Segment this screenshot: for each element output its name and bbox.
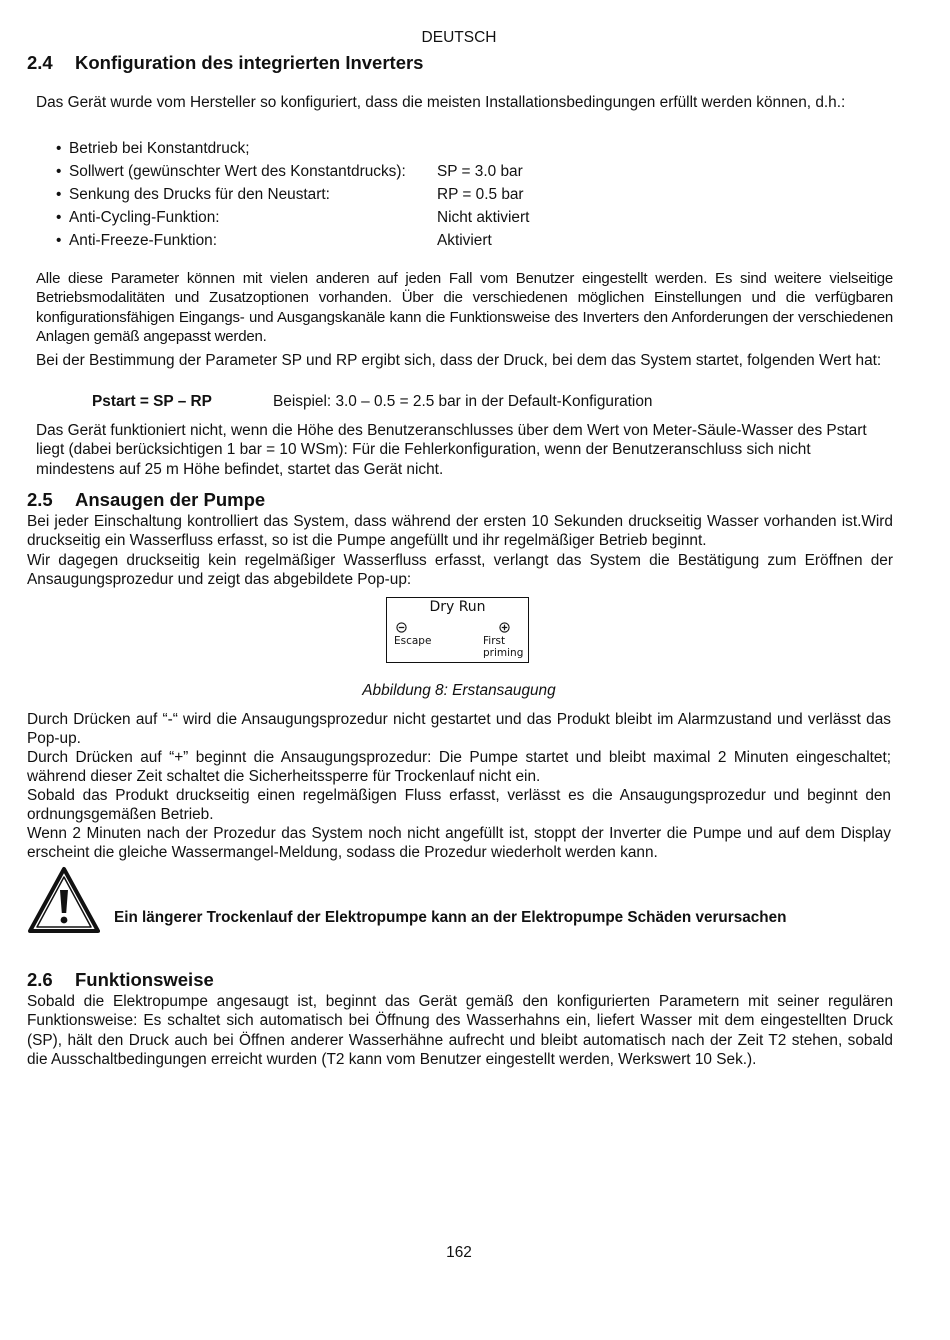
bullet-icon: •: [56, 163, 62, 180]
intro-paragraph: Das Gerät wurde vom Hersteller so konfiguriert, dass die meisten Installationsbedingungen erfüllt werden können, d.h.:: [36, 94, 846, 111]
plus-circle-icon: [499, 622, 510, 633]
default-settings-list: [56, 137, 656, 252]
priming-paragraph-4: Durch Drücken auf “+” beginnt die Ansaugungsprozedur: Die Pumpe startet und bleibt maximal 2 Minuten eingeschaltet; während dieser Zeit schaltet die Sicherheitssperre für Trockenlauf nicht ein.: [27, 749, 891, 786]
bullet-icon: •: [56, 209, 62, 226]
priming-paragraph-1: Bei jeder Einschaltung kontrolliert das System, dass während der ersten 10 Sekunden druckseitig Wasser vorhanden ist.Wird druckseitig ein Wasserfluss erfasst, so ist die Pumpe angefüllt und ihr regelmäßiger Betrieb beginnt.: [27, 513, 893, 550]
formula-label: Pstart = SP – RP: [92, 393, 212, 410]
section-number: 2.4: [27, 52, 53, 73]
section-title: Funktionsweise: [75, 969, 214, 990]
page-number: 162: [446, 1244, 472, 1261]
first-priming-label: First priming: [483, 635, 524, 659]
height-paragraph: Das Gerät funktioniert nicht, wenn die Höhe des Benutzeranschlusses über dem Wert von Meter-Säule-Wasser des Pstart liegt (dabei berücksichtigen 1 bar = 10 WSm): Für die Fehlerkonfiguration, wenn der Benutzeranschluss sich nicht mindestens auf 25 m Höhe befindet, startet das Gerät nicht.: [36, 422, 867, 478]
list-item: • Sollwert (gewünschter Wert des Konstantdrucks): SP = 3.0 bar: [56, 160, 656, 183]
section-number: 2.5: [27, 489, 53, 510]
priming-paragraph-2: Wir dagegen druckseitig kein regelmäßiger Wasserfluss erfasst, verlangt das System die Bestätigung zum Eröffnen der Ansaugungsprozedur und zeigt das abgebildete Pop-up:: [27, 552, 893, 589]
pstart-paragraph: Bei der Bestimmung der Parameter SP und RP ergibt sich, dass der Druck, bei dem das System startet, folgenden Wert hat:: [36, 352, 882, 369]
warning-icon: [28, 866, 100, 934]
list-item: • Anti-Cycling-Funktion: Nicht aktiviert: [56, 206, 656, 229]
section-title: Konfiguration des integrierten Inverters: [75, 52, 424, 73]
section-2-5-heading: [27, 489, 265, 511]
header-language: DEUTSCH: [421, 29, 497, 46]
formula-example: Beispiel: 3.0 – 0.5 = 2.5 bar in der Default-Konfiguration: [273, 393, 653, 410]
escape-label: Escape: [394, 635, 432, 647]
section-number: 2.6: [27, 969, 53, 990]
section-2-6-heading: [27, 969, 214, 991]
pstart-formula: [92, 393, 652, 411]
warning-text: Ein längerer Trockenlauf der Elektropumpe kann an der Elektropumpe Schäden verursachen: [114, 909, 787, 926]
popup-title: Dry Run: [429, 599, 486, 615]
priming-paragraph-6: Wenn 2 Minuten nach der Prozedur das System noch nicht angefüllt ist, stoppt der Inverter die Pumpe und auf dem Display erscheint die gleiche Wassermangel-Meldung, sodass die Prozedur wiederholt werden kann.: [27, 825, 891, 862]
operation-paragraph: Sobald die Elektropumpe angesaugt ist, beginnt das Gerät gemäß den konfigurierten Parametern mit seiner regulären Funktionsweise: Es schaltet sich automatisch bei Öffnung des Wasserhahns ein, liefert Wasser mit dem eingestellten Druck (SP), hält den Druck auch bei Öffnen anderer Wasserhähne aufrecht und bleibt automatisch nach der Zeit T2 stehen, sobald die Ausschaltbedingungen erreicht wurden (T2 kann vom Benutzer eingestellt werden, Werkswert 10 Sek.).: [27, 993, 893, 1068]
parameters-paragraph: Alle diese Parameter können mit vielen anderen auf jeden Fall vom Benutzer eingestellt werden. Es sind weitere vielseitige Betriebsmodalitäten und Zusatzoptionen vorhanden. Über die verschiedenen möglichen Einstellungen und die verfügbaren konfigurationsfähigen Eingangs- und Ausgangskanäle kann die Funktionsweise des Inverters den Anforderungen der verschiedenen Anlagen gemäß angepasst werden.: [36, 270, 893, 345]
bullet-icon: •: [56, 232, 62, 249]
figure-caption: Abbildung 8: Erstansaugung: [362, 682, 556, 699]
list-item: • Senkung des Drucks für den Neustart: RP = 0.5 bar: [56, 183, 656, 206]
section-2-4-heading: [27, 52, 423, 74]
bullet-icon: •: [56, 140, 62, 157]
list-item: • Betrieb bei Konstantdruck;: [56, 137, 656, 160]
section-title: Ansaugen der Pumpe: [75, 489, 266, 510]
priming-paragraph-3: Durch Drücken auf “-“ wird die Ansaugungsprozedur nicht gestartet und das Produkt bleibt im Alarmzustand und verlässt das Pop-up.: [27, 711, 891, 748]
dry-run-popup-figure: [386, 597, 529, 663]
bullet-icon: •: [56, 186, 62, 203]
list-item: • Anti-Freeze-Funktion: Aktiviert: [56, 229, 656, 252]
minus-circle-icon: [396, 622, 407, 633]
priming-paragraph-5: Sobald das Produkt druckseitig einen regelmäßigen Fluss erfasst, verlässt es die Ansaugungsprozedur und beginnt den ordnungsgemäßen Betrieb.: [27, 787, 891, 824]
